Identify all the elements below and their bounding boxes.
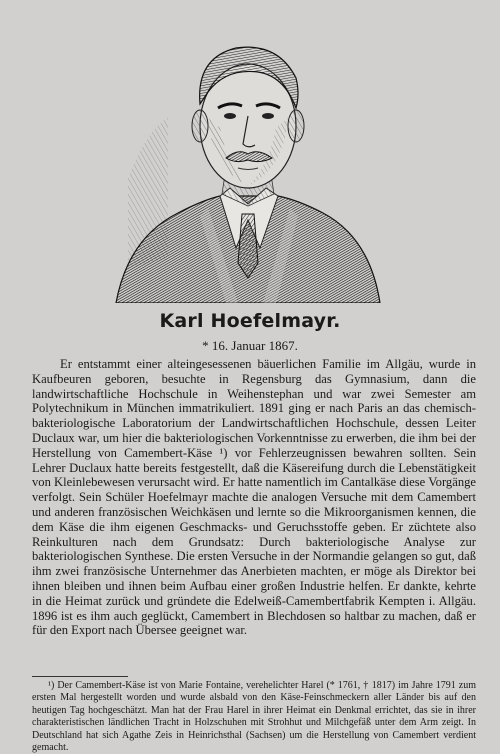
footnote: ¹) Der Camembert-Käse ist von Marie Fontaine, verehelichter Harel (* 1761, † 1817) im Jahre 1791 zum ersten Mal hergestellt worden und wurde alsbald von den Käse-Feinschmeckern aller Länder bis auf den heutigen Tag hochgeschätzt. Man hat der Frau Harel in ihrer Heimat ein Denkmal errichtet, das sie in ihrer charakteristischen ländlichen Tracht in Holzschuhen mit Strohhut und Milchgefäß unter dem Arm zeigt. In Deutschland hat sich Agathe Zeis in Heinrichsthal (Sachsen) um die Herstellung von Camembert verdient gemacht. (32, 680, 476, 754)
portrait-illustration (108, 8, 388, 303)
biography-paragraph: Er entstammt einer alteingesessenen bäuerlichen Familie im Allgäu, wurde in Kaufbeuren geboren, besuchte in Regensburg das Gymnasium, dann die landwirtschaftliche Hochschule in Weihenstephan und war zwei Semester am Polytechnikum in München immatrikuliert. 1891 ging er nach Paris an das chemisch-bakteriologische Laboratorium der Landwirtschaftlichen Hochschule, dessen Leiter Duclaux war, um hier die bakteriologischen Vorkenntnisse zu erwerben, die ihm bei der Herstellung von Camembert-Käse ¹) vor Fehlerzeugnissen bewahren sollten. Sein Lehrer Duclaux hatte bereits festgestellt, daß die Käsereifung durch die Lebenstätigkeit von Kleinlebewesen verursacht wird. Er hatte namentlich im Cantalkäse diese Vorgänge verfolgt. Sein Schüler Hoefelmayr machte die analogen Versuche mit dem Camembert und anderen französischen Weichkäsen und lernte so die Mikroorganismen kennen, die dem Käse die ihm eigenen Geschmacks- und Geruchsstoffe geben. Er züchtete also Reinkulturen nach dem Grundsatz: Durch bakteriologische Analyse zur bakteriologischen Synthese. Die ersten Versuche in der Normandie gelangen so gut, daß ihm zwei französische Unternehmer das Anerbieten machten, er möge als Direktor bei ihnen bleiben und ihnen beim Aufbau einer großen Industrie helfen. Er dankte, kehrte in die Heimat zurück und gründete die Edelweiß-Camembertfabrik Kempten i. Allgäu. 1896 ist es ihm auch geglückt, Camembert in Blechdosen so haltbar zu machen, daß er für den Export nach Übersee geeignet war. (32, 357, 476, 638)
footnote-divider (32, 676, 128, 677)
person-name-heading: Karl Hoefelmayr. (159, 310, 341, 332)
portrait-engraving-icon (108, 8, 388, 303)
birth-date: * 16. Januar 1867. (202, 338, 298, 353)
